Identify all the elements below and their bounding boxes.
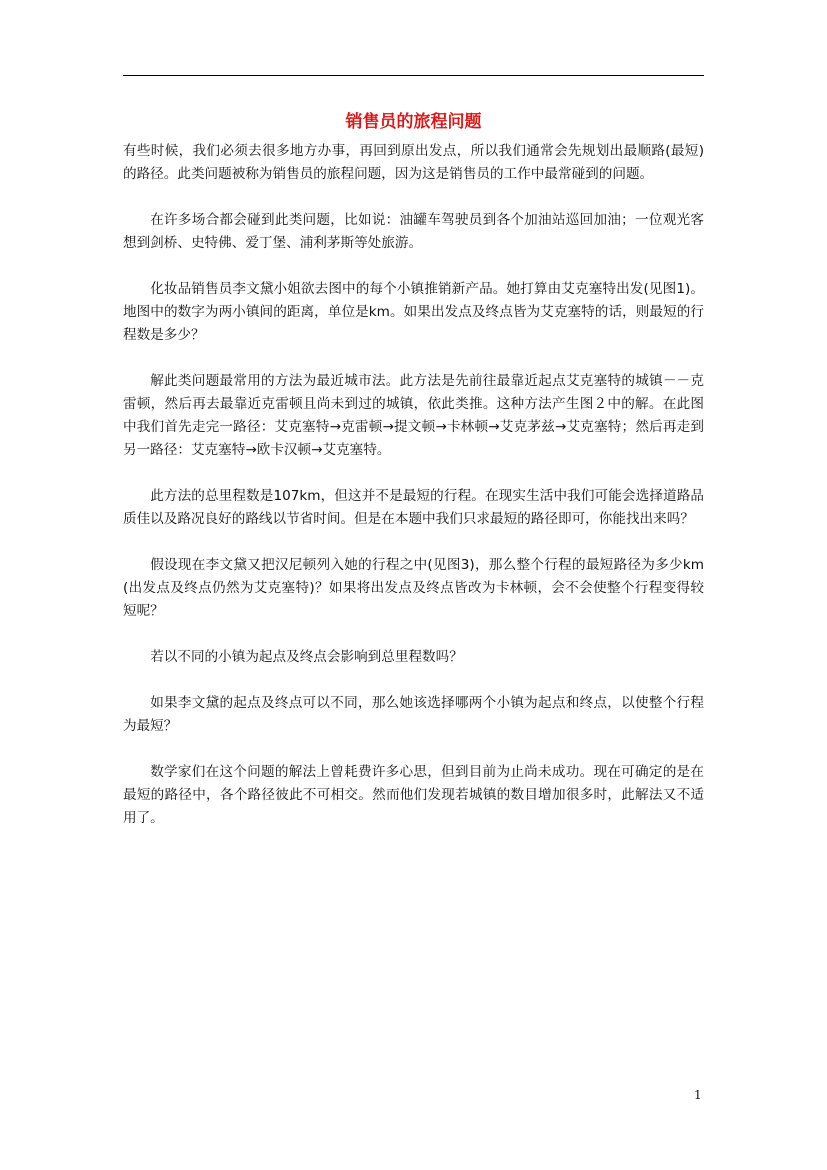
paragraph-different-endpoints: 如果李文黛的起点及终点可以不同，那么她该选择哪两个小镇为起点和终点，以使整个行程为最短？ [123,695,704,734]
paragraph-start-point-question: 若以不同的小镇为起点及终点会影响到总里程数吗？ [150,649,463,665]
paragraph-intro: 有些时候，我们必须去很多地方办事，再回到原出发点，所以我们通常会先规划出最顺路(最短)的路径。此类问题被称为销售员的旅程问题，因为这是销售员的工作中最常碰到的问题。 [123,143,704,182]
paragraph-examples: 在许多场合都会碰到此类问题，比如说：油罐车驾驶员到各个加油站巡回加油；一位观光客想到剑桥、史特佛、爱丁堡、浦利茅斯等处旅游。 [123,212,704,251]
document-body [123,104,704,830]
page-number: 1 [694,1088,702,1102]
paragraph-nearest-city-method: 解此类问题最常用的方法为最近城市法。此方法是先前往最靠近起点艾克塞特的城镇－－克雷顿，然后再去最靠近克雷顿且尚未到过的城镇，依此类推。这种方法产生图２中的解。在此图中我们首先走完一路径：艾克塞特→克雷顿→提文顿→卡林顿→艾克茅兹→艾克塞特；然后再走到另一路径：艾克塞特→欧卡汉顿→艾克塞特。 [123,373,704,458]
document-title: 销售员的旅程问题 [345,112,482,132]
paragraph-conclusion: 数学家们在这个问题的解法上曾耗费许多心思，但到目前为止尚未成功。现在可确定的是在最短的路径中，各个路径彼此不可相交。然而他们发现若城镇的数目增加很多时，此解法又不适用了。 [123,764,704,826]
paragraph-total-distance: 此方法的总里程数是107km，但这并不是最短的行程。在现实生活中我们可能会选择道路品质佳以及路况良好的路线以节省时间。但是在本题中我们只求最短的路径即可，你能找出来吗？ [123,488,704,527]
paragraph-problem: 化妆品销售员李文黛小姐欲去图中的每个小镇推销新产品。她打算由艾克塞特出发(见图1)。地图中的数字为两小镇间的距离，单位是km。如果出发点及终点皆为艾克塞特的话，则最短的行程数是多少？ [123,281,704,343]
header-rule [123,75,704,76]
paragraph-add-town: 假设现在李文黛又把汉尼顿列入她的行程之中(见图3)，那么整个行程的最短路径为多少km(出发点及终点仍然为艾克塞特)？如果将出发点及终点皆改为卡林顿，会不会使整个行程变得较短呢？ [123,557,704,619]
